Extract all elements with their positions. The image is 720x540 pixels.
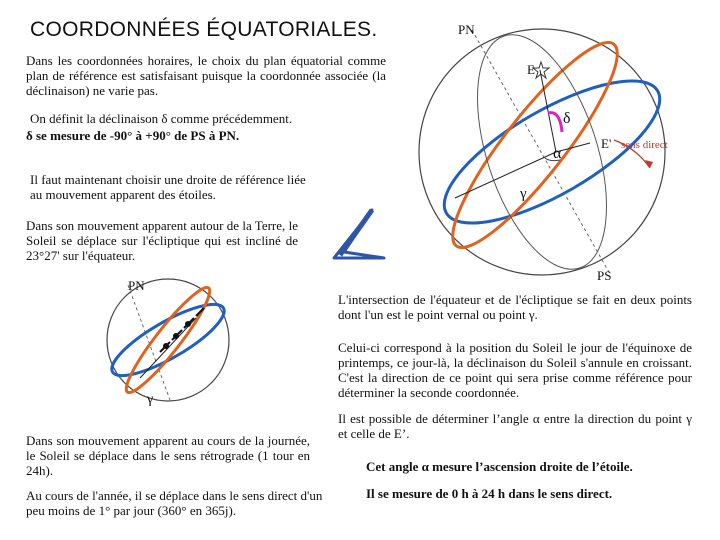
- gamma-label: γ: [520, 186, 527, 202]
- reference-line-paragraph: Il faut maintenant choisir une droite de référence liée au mouvement apparent des étoiles.: [30, 172, 306, 202]
- intersection-paragraph: L'intersection de l'équateur et de l'écliptique se fait en deux points dont l'un est le point vernal ou point γ.: [338, 292, 692, 322]
- gamma-small-label: γ: [147, 392, 154, 407]
- declination-range: δ se mesure de -90° à +90° de PS à PN.: [26, 128, 240, 143]
- alpha-label: α: [553, 145, 562, 162]
- pn-small-label: PN: [128, 278, 145, 293]
- daily-motion-paragraph: Dans son mouvement apparent au cours de la journée, le Soleil se déplace dans le sens rétrograde (1 tour en 24h).: [26, 433, 310, 478]
- right-ascension-definition: Cet angle α mesure l’ascension droite de l’étoile.: [366, 459, 633, 474]
- declination-definition: On définit la déclinaison δ comme précédemment.: [30, 111, 293, 126]
- annual-motion-paragraph: Au cours de l'année, il se déplace dans le sens direct d'un peu moins de 1° par jour (360° en 365j).: [26, 488, 323, 518]
- sens-direct-label: sens direct: [621, 139, 668, 151]
- vernal-point-paragraph: Celui-ci correspond à la position du Soleil le jour de l'équinoxe de printemps, ce jour-là, la déclinaison du Soleil s'annule en croissant. C'est la direction de ce point qui sera prise comme référence pour déterminer la seconde coordonnée.: [338, 340, 692, 400]
- intro-paragraph: Dans les coordonnées horaires, le choix du plan équatorial comme plan de référence est satisfaisant puisque la coordonnée associée (la déclinaison) ne varie pas.: [26, 53, 386, 98]
- alpha-angle-paragraph: Il est possible de déterminer l’angle α entre la direction du point γ et celle de E’.: [338, 411, 692, 441]
- small-sphere: [107, 279, 229, 401]
- gamma-direction: [455, 152, 556, 198]
- pn-label: PN: [458, 22, 475, 37]
- page-title: COORDONNÉES ÉQUATORIALES.: [30, 18, 378, 41]
- delta-label: δ: [563, 110, 571, 127]
- ps-label: PS: [597, 268, 612, 283]
- right-ascension-range: Il se mesure de 0 h à 24 h dans le sens direct.: [366, 486, 613, 501]
- celestial-equator: [425, 55, 678, 250]
- e-star-label: E: [527, 62, 535, 77]
- small-equator: [104, 292, 233, 387]
- ecliptic-paragraph: Dans son mouvement apparent autour de la Terre, le Soleil se déplace sur l'écliptique qui est incliné de 23°27' sur l'équateur.: [26, 218, 298, 263]
- gamma-symbol-stroke: [340, 210, 372, 255]
- e-prime-label: E': [601, 136, 612, 151]
